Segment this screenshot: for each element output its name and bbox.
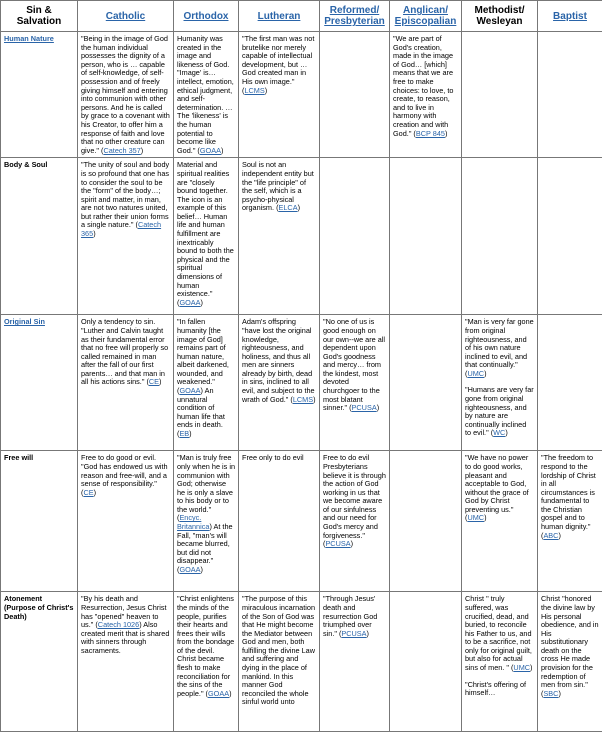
source-link[interactable]: ABC xyxy=(543,530,559,540)
cell-reformed xyxy=(320,158,390,315)
cell-lutheran xyxy=(239,592,320,732)
column-link[interactable]: Anglican/ Episcopalian xyxy=(394,5,457,27)
source-link[interactable]: LCMS xyxy=(244,85,265,95)
cell-text: "By his death and Resurrection, Jesus Christ has "opened" heaven to us." (Catech 1026) Also created merit that is shared with sinners through sacraments. xyxy=(81,594,170,655)
cell-anglican xyxy=(390,158,462,315)
cell-text: "Christ enlightens the minds of the people, purifies their hearts and frees their wills from the bondage of the devil. Christ became flesh to make reconciliation for the sins of the people." (GOAA) xyxy=(177,594,235,698)
source-link[interactable]: GOAA xyxy=(179,565,201,575)
source-link[interactable]: GOAA xyxy=(199,145,221,155)
column-header-methodist xyxy=(462,1,538,32)
cell-baptist xyxy=(538,451,602,592)
cell-anglican xyxy=(390,592,462,732)
topic-label: Atonement (Purpose of Christ's Death) xyxy=(4,594,74,621)
cell-reformed xyxy=(320,592,390,732)
cell-text: "Humans are very far gone from original righteousness, and by nature are continually inclined to evil." (WC) xyxy=(465,385,534,438)
cell-methodist xyxy=(462,592,538,732)
source-link[interactable]: BCP 845 xyxy=(415,128,445,138)
row-topic xyxy=(1,592,78,732)
cell-anglican xyxy=(390,451,462,592)
cell-text: Christ "honored the divine law by His personal obedience, and in His substitutionary death on the cross He made provision for the redemption of men from sin." (SBC) xyxy=(541,594,599,698)
row-topic[interactable] xyxy=(1,32,78,158)
source-link[interactable]: WC xyxy=(493,428,506,438)
cell-anglican xyxy=(390,315,462,451)
column-header-anglican[interactable] xyxy=(390,1,462,32)
source-link[interactable]: SBC xyxy=(543,688,559,698)
column-link[interactable]: Lutheran xyxy=(257,10,301,22)
cell-methodist xyxy=(462,451,538,592)
cell-baptist xyxy=(538,158,602,315)
cell-text: "Through Jesus' death and resurrection God triumphed over sin." (PCUSA) xyxy=(323,594,378,638)
cell-orthodox xyxy=(174,32,239,158)
table-row xyxy=(1,32,602,158)
source-link[interactable]: UMC xyxy=(513,663,531,673)
cell-methodist xyxy=(462,158,538,315)
source-link[interactable]: UMC xyxy=(467,513,485,523)
cell-catholic xyxy=(78,315,174,451)
row-topic xyxy=(1,158,78,315)
cell-text: "The purpose of this miraculous incarnation of the Son of God was that He might become the Mediator between God and men, both fulfilling the divine Law and suffering and dying in the place of mankind. In this manner God reconciled the whole sinful world unto xyxy=(242,594,316,707)
column-link[interactable]: Catholic xyxy=(105,10,146,22)
cell-catholic xyxy=(78,32,174,158)
source-link[interactable]: GOAA xyxy=(179,297,201,307)
column-header-baptist[interactable] xyxy=(538,1,602,32)
cell-catholic xyxy=(78,592,174,732)
cell-reformed xyxy=(320,32,390,158)
cell-catholic xyxy=(78,451,174,592)
cell-text: Free to do good or evil. "God has endowed us with reason and free-will, and a sense of responsibility." (CE) xyxy=(81,453,168,497)
cell-text: "Christ's offering of himself… xyxy=(465,679,527,698)
column-header-catholic[interactable] xyxy=(78,1,174,32)
column-header-reformed[interactable] xyxy=(320,1,390,32)
cell-text: "Man is very far gone from original righteousness, and of his own nature inclined to evil, and that continually." (UMC) xyxy=(465,317,534,378)
cell-text: Free only to do evil xyxy=(242,453,304,463)
cell-lutheran xyxy=(239,158,320,315)
cell-lutheran xyxy=(239,451,320,592)
topic-link[interactable]: Original Sin xyxy=(4,317,45,327)
column-link[interactable]: Reformed/ Presbyterian xyxy=(324,5,385,27)
cell-methodist xyxy=(462,32,538,158)
table-body xyxy=(1,32,602,732)
cell-baptist xyxy=(538,592,602,732)
source-link[interactable]: GOAA xyxy=(179,386,201,396)
source-link[interactable]: PCUSA xyxy=(341,628,367,638)
cell-methodist xyxy=(462,315,538,451)
header-row xyxy=(1,1,602,32)
source-link[interactable]: Catech 1026 xyxy=(97,620,140,630)
cell-text: Material and spiritual realities are "closely bound together. The icon is an example of this belief… Human life and human fulfillment are inextricably bound to both the physical and the spiritual dimensions of human existence." (GOAA) xyxy=(177,160,234,307)
source-link[interactable]: EB xyxy=(179,429,190,439)
cell-text: "No one of us is good enough on our own--we are all dependent upon God's goodness and mercy… from the kindest, most devoted churchgoer to the most blatant sinner." (PCUSA) xyxy=(323,317,386,413)
cell-text: "We have no power to do good works, pleasant and acceptable to God, without the grace of God by Christ preventing us." (UMC) xyxy=(465,453,529,523)
column-header-orthodox[interactable] xyxy=(174,1,239,32)
row-topic[interactable] xyxy=(1,315,78,451)
source-link[interactable]: PCUSA xyxy=(351,403,377,413)
source-link[interactable]: UMC xyxy=(467,368,485,378)
cell-text: Free to do evil Presbyterians believe it is through the action of God working in us that we become aware of our sinfulness and our need for God's mercy and forgiveness." (PCUSA) xyxy=(323,453,386,549)
cell-text: "We are part of God's creation, made in the image of God… [which] means that we are free to make choices: to love, to create, to reason, and to live in harmony with creation and with God." (BCP 845) xyxy=(393,34,454,138)
cell-text: "The freedom to respond to the lordship of Christ in all circumstances is fundamental to the Christian gospel and to human dignity." (ABC) xyxy=(541,453,596,540)
cell-orthodox xyxy=(174,592,239,732)
table-row xyxy=(1,315,602,451)
cell-anglican xyxy=(390,32,462,158)
topic-label: Free will xyxy=(4,453,34,463)
source-link[interactable]: Catech 365 xyxy=(81,220,162,239)
cell-reformed xyxy=(320,451,390,592)
cell-orthodox xyxy=(174,158,239,315)
row-topic xyxy=(1,451,78,592)
column-link[interactable]: Orthodox xyxy=(183,10,229,22)
cell-text: "Being in the image of God the human individual possesses the dignity of a person, who is … capable of self-knowledge, of self-possession and of freely giving himself and entering into communion with other persons. And he is called by grace to a covenant with his Creator, to offer him a response of faith and love that no other creature can give." (Catech 357) xyxy=(81,34,170,155)
cell-text: "The unity of soul and body is so profound that one has to consider the soul to be the "form" of the body…; spirit and matter, in man, are not two natures united, but rather their union forms a single nature." (Catech 365) xyxy=(81,160,170,239)
source-link[interactable]: CE xyxy=(83,487,94,497)
cell-baptist xyxy=(538,32,602,158)
cell-lutheran xyxy=(239,315,320,451)
cell-baptist xyxy=(538,315,602,451)
source-link[interactable]: CE xyxy=(148,377,160,387)
cell-text: "Man is truly free only when he is in communion with God; otherwise he is only a slave to his body or to the world." (Encyc. Britannica) At the Fall, "man's will became blurred, but did not disappear." (GOAA) xyxy=(177,453,236,575)
cell-text: "The first man was not brutelike nor merely capable of intellectual development, but … God created man in His own image." (LCMS) xyxy=(242,34,315,95)
cell-text: Christ " truly suffered, was crucified, dead, and buried, to reconcile his Father to us, and to be a sacrifice, not only for original guilt, but also for actual sins of men. " (UMC) xyxy=(465,594,533,673)
column-link[interactable]: Baptist xyxy=(553,10,587,22)
cell-text: Adam's offspring "have lost the original knowledge, righteousness, and holiness, and thus all men are sinners already by birth, dead in sins, inclined to all evil, and subject to the wrath of God." (LCMS) xyxy=(242,317,316,404)
column-header-lutheran[interactable] xyxy=(239,1,320,32)
cell-text: Humanity was created in the image and likeness of God. "Image' is… intellect, emotion, ethical judgment, and self-determination. … The 'likeness' is the human potential to become like God." (GOAA) xyxy=(177,34,234,155)
table-row xyxy=(1,451,602,592)
source-link[interactable]: PCUSA xyxy=(325,539,351,549)
column-label: Methodist/ Wesleyan xyxy=(474,5,525,27)
table-row xyxy=(1,592,602,732)
cell-text: "In fallen humanity [the image of God] remains part of human nature, albeit darkened, wounded, and weakened." (GOAA) An unnatural condition of human life that ends in death. (EB) xyxy=(177,317,229,439)
cell-text: Only a tendency to sin. "Luther and Calvin taught as their fundamental error that no free will properly so called remained in man after the fall of our first parents… and that man in all his actions sins." (CE) xyxy=(81,317,169,387)
topic-label: Body & Soul xyxy=(4,160,48,170)
corner-header: Sin & Salvation xyxy=(1,1,78,32)
cell-orthodox xyxy=(174,451,239,592)
source-link[interactable]: LCMS xyxy=(292,394,314,404)
cell-text: Soul is not an independent entity but the "life principle" of the self, which is a psycho-physical organism. (ELCA) xyxy=(242,160,314,213)
topic-link[interactable]: Human Nature xyxy=(4,34,54,43)
source-link[interactable]: GOAA xyxy=(208,688,230,698)
source-link[interactable]: Catech 357 xyxy=(103,145,141,155)
cell-lutheran xyxy=(239,32,320,158)
table-row xyxy=(1,158,602,315)
cell-orthodox xyxy=(174,315,239,451)
source-link[interactable]: ELCA xyxy=(278,203,298,213)
cell-catholic xyxy=(78,158,174,315)
source-link[interactable]: Encyc. Britannica xyxy=(177,513,210,532)
cell-reformed xyxy=(320,315,390,451)
